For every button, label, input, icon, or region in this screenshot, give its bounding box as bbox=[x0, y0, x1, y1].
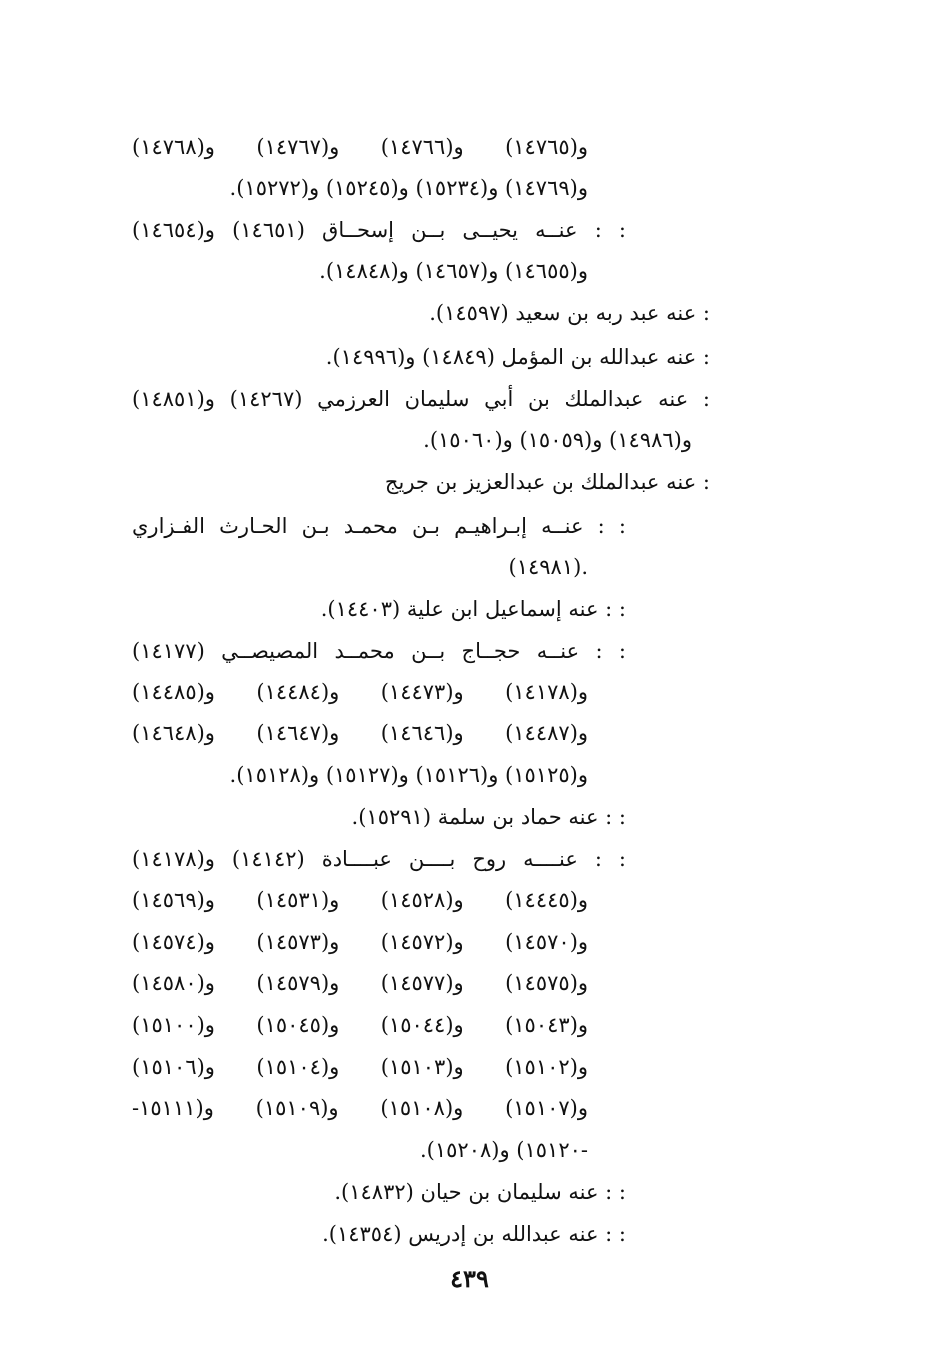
text-line: : : عنه عبدالله بن إدريس (١٤٣٥٤). bbox=[322, 1222, 626, 1246]
text-line: : عنه عبدالله بن المؤمل (١٤٨٤٩) و(١٤٩٩٦). bbox=[325, 345, 710, 369]
text-line: و(١٥٠٤٣) و(١٥٠٤٤) و(١٥٠٤٥) و(١٥١٠٠) bbox=[132, 1013, 588, 1037]
text-line: و(١٥١٠٧) و(١٥١٠٨) و(١٥١٠٩) و(١٥١١١- bbox=[132, 1096, 588, 1120]
text-line: و(١٤٤٤٥) و(١٤٥٢٨) و(١٤٥٣١) و(١٤٥٦٩) bbox=[132, 888, 588, 912]
text-line: : عنه عبد ربه بن سعيد (١٤٥٩٧). bbox=[429, 301, 710, 325]
text-line: : : عنه سليمان بن حيان (١٤٨٣٢). bbox=[334, 1180, 626, 1204]
text-line: : : عنــه إبـراهيـم بـن محمـد بـن الحـارث الفـزاري bbox=[132, 514, 626, 538]
text-line: و(١٤٧٦٥) و(١٤٧٦٦) و(١٤٧٦٧) و(١٤٧٦٨) bbox=[132, 135, 588, 159]
text-line: و(١٥١٢٥) و(١٥١٢٦) و(١٥١٢٧) و(١٥١٢٨). bbox=[229, 763, 588, 787]
text-line: : : عنه إسماعيل ابن علية (١٤٤٠٣). bbox=[320, 597, 626, 621]
text-line: و(١٤٩٨٦) و(١٥٠٥٩) و(١٥٠٦٠). bbox=[423, 428, 692, 452]
text-line: : عنه عبدالملك بن عبدالعزيز بن جريج bbox=[384, 470, 710, 494]
text-line: و(١٤٦٥٥) و(١٤٦٥٧) و(١٤٨٤٨). bbox=[319, 259, 588, 283]
text-line: و(١٤٥٧٥) و(١٤٥٧٧) و(١٤٥٧٩) و(١٤٥٨٠) bbox=[132, 971, 588, 995]
text-line: : : عنــــه روح بــــن عبــــادة (١٤١٤٢) و(١٤١٧٨) bbox=[132, 847, 626, 871]
text-line: و(١٤٤٨٧) و(١٤٦٤٦) و(١٤٦٤٧) و(١٤٦٤٨) bbox=[132, 721, 588, 745]
text-line: : : عنــه حجــاج بــن محمــد المصيصــي (١٤١٧٧) bbox=[132, 639, 626, 663]
text-line: و(١٤٥٧٠) و(١٤٥٧٢) و(١٤٥٧٣) و(١٤٥٧٤) bbox=[132, 930, 588, 954]
text-line: (١٤٩٨١). bbox=[508, 555, 588, 579]
text-line: : عنه عبدالملك بن أبي سليمان العرزمي (١٤٢٦٧) و(١٤٨٥١) bbox=[132, 387, 710, 411]
page-number: ٤٣٩ bbox=[450, 1264, 489, 1293]
text-line: : : عنه حماد بن سلمة (١٥٢٩١). bbox=[351, 805, 626, 829]
text-line: -١٥١٢٠) و(١٥٢٠٨). bbox=[420, 1138, 588, 1162]
text-line: و(١٤٧٦٩) و(١٥٢٣٤) و(١٥٢٤٥) و(١٥٢٧٢). bbox=[229, 176, 588, 200]
text-line: : : عنــه يحيــى بــن إسحــاق (١٤٦٥١) و(١٤٦٥٤) bbox=[132, 218, 626, 242]
text-line: و(١٤١٧٨) و(١٤٤٧٣) و(١٤٤٨٤) و(١٤٤٨٥) bbox=[132, 680, 588, 704]
text-line: و(١٥١٠٢) و(١٥١٠٣) و(١٥١٠٤) و(١٥١٠٦) bbox=[132, 1055, 588, 1079]
